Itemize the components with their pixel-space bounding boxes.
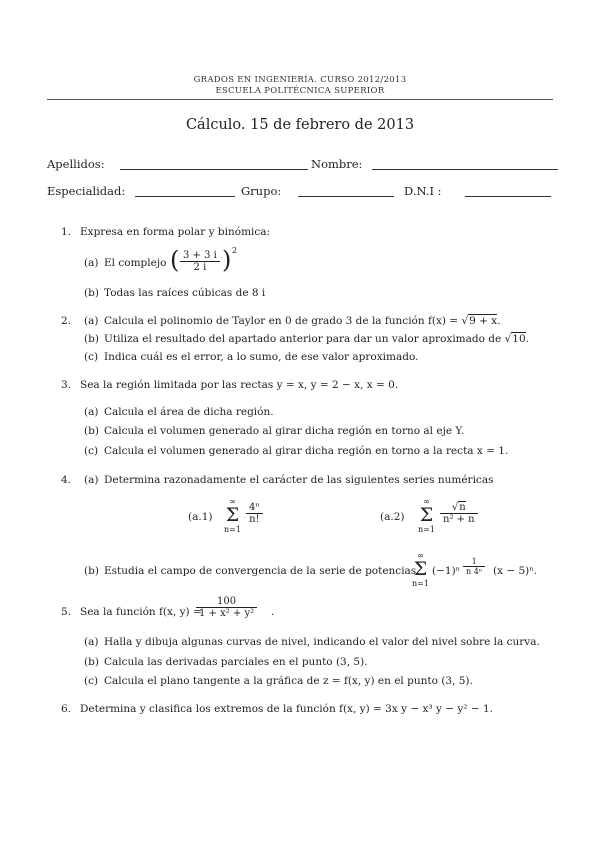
q1a-fraction [180,250,220,273]
q2a-sqrt-sign: √ [461,315,469,327]
q5c-text: Calcula el plano tangente a la gráfica de z = f(x, y) en el punto (3, 5). [104,675,473,687]
q4a1-sum-upper: ∞ [229,497,236,506]
exam-title: Cálculo. 15 de febrero de 2013 [185,117,415,133]
q2b-sqrt-sign: √ [504,333,512,345]
q1a-numerator: 3 + 3 i [180,250,220,262]
header-rule [47,99,553,100]
q3c-label: (c) [84,445,99,457]
q5a-label: (a) [84,636,99,648]
q3a-text: Calcula el área de dicha región. [104,406,274,418]
q1a-label: (a) [84,257,99,269]
q3c-text: Calcula el volumen generado al girar dicha región en torno a la recta x = 1. [104,445,509,457]
q2c-text: Indica cuál es el error, a lo sumo, de ese valor aproximado. [104,351,419,363]
q5-denominator: 1 + x² + y² [199,608,255,619]
q4a-text: Determina razonadamente el carácter de las siguientes series numéricas [104,474,494,486]
q3a-label: (a) [84,406,99,418]
q1b-text: Todas las raíces cúbicas de 8 i [104,287,266,299]
q5c-label: (c) [84,675,99,687]
school-line: ESCUELA POLITÉCNICA SUPERIOR [215,86,385,96]
q4a2-denominator: n² + n [443,514,475,525]
q4b-denominator: n 4ⁿ [466,567,483,576]
q4a2-radicand: n [459,502,466,513]
apellidos-field[interactable] [120,169,308,170]
q4a2-sum-upper: ∞ [423,497,430,506]
q4b-sum-upper: ∞ [417,551,424,560]
q4b-numerator: 1 [463,557,485,567]
dni-label: D.N.I : [404,184,442,198]
q4a2-sum-lower: n=1 [418,525,435,534]
q4a2-label: (a.2) [380,511,405,523]
q1a-text: El complejo [104,257,167,269]
q3b-label: (b) [84,425,99,437]
q2a-radicand: 9 + x [469,315,498,327]
q4a2-sum [418,497,435,534]
q4b-fraction [463,556,485,576]
q5-numerator: 100 [196,596,257,608]
q4a2-sigma: Σ [419,504,434,526]
q1-text: Expresa en forma polar y binómica: [80,226,271,238]
q2b-radicand: 10 [512,333,526,345]
q5b-text: Calcula las derivadas parciales en el punto (3, 5). [104,656,368,668]
q5-number: 5. [61,606,72,618]
q4-number: 4. [61,474,72,486]
especialidad-label: Especialidad: [47,184,126,198]
dni-field[interactable] [465,196,551,197]
grupo-label: Grupo: [241,184,282,198]
q1b-label: (b) [84,287,99,299]
q4b-text: Estudia el campo de convergencia de la serie de potencias [104,565,417,577]
q2b-end: . [525,333,529,345]
q2a-end: . [497,315,501,327]
q2-number: 2. [61,315,72,327]
q3-number: 3. [61,379,72,391]
q4a-label: (a) [84,474,99,486]
especialidad-field[interactable] [135,196,235,197]
q4b-sigma: Σ [413,558,428,580]
q5-end: . [271,606,275,618]
q3b-text: Calcula el volumen generado al girar dicha región en torno al eje Y. [104,425,465,437]
q4a1-label: (a.1) [188,511,213,523]
university-line: GRADOS EN INGENIERÍA. CURSO 2012/2013 [193,75,407,85]
q4a1-denominator: n! [249,514,260,525]
q1a-exponent: 2 [232,246,238,255]
q1-number: 1. [61,226,72,238]
q4a1-numerator: 4ⁿ [246,502,263,514]
q2b-line [104,333,529,345]
apellidos-label: Apellidos: [47,157,105,171]
q2b-text: Utiliza el resultado del apartado anterior para dar un valor aproximado de [104,333,505,345]
q2a-text: Calcula el polinomio de Taylor en 0 de grado 3 de la función f(x) = [104,315,462,327]
q4a1-sum [224,497,241,534]
nombre-field[interactable] [372,169,558,170]
q4a1-fraction [246,502,263,525]
q6-text: Determina y clasifica los extremos de la función f(x, y) = 3x y − x³ y − y² − 1. [80,703,493,715]
q2a-label: (a) [84,315,99,327]
q4a2-numerator: √n [440,502,478,514]
q4b-label: (b) [84,565,99,577]
q1a-denominator: 2 i [193,262,207,273]
q4b-sum-lower: n=1 [412,579,429,588]
grupo-field[interactable] [298,196,394,197]
q3-text: Sea la región limitada por las rectas y = x, y = 2 − x, x = 0. [80,379,399,391]
q1a-lparen: ( [170,246,180,274]
nombre-label: Nombre: [311,157,363,171]
q2b-label: (b) [84,333,99,345]
q4a1-sum-lower: n=1 [224,525,241,534]
q1a-rparen: ) [222,246,232,274]
q4a2-fraction [440,502,478,525]
q5-text: Sea la función f(x, y) = [80,606,202,618]
q6-number: 6. [61,703,72,715]
q4a1-sigma: Σ [225,504,240,526]
q5b-label: (b) [84,656,99,668]
q2a-line [104,315,501,327]
q4b-power-term: (x − 5)ⁿ. [493,565,538,577]
q4b-sign-term: (−1)ⁿ [432,565,461,577]
q5a-text: Halla y dibuja algunas curvas de nivel, indicando el valor del nivel sobre la curva. [104,636,540,648]
q5-fraction [196,596,257,619]
q2c-label: (c) [84,351,99,363]
q4b-sum [412,551,429,588]
